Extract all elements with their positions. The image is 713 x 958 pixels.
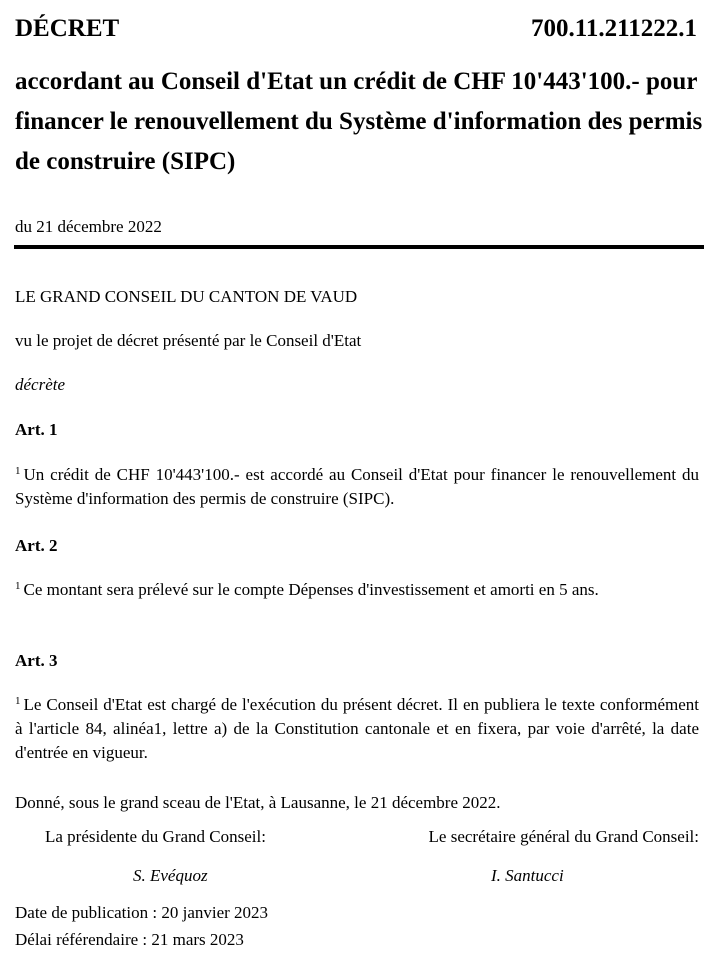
article-2-text <box>15 578 699 602</box>
right-signatory-role: Le secrétaire général du Grand Conseil: <box>428 827 699 846</box>
article-1-heading: Art. 1 <box>15 420 58 439</box>
article-3-text <box>15 693 699 765</box>
article-2-heading: Art. 2 <box>15 536 58 555</box>
article-1-body: Un crédit de CHF 10'443'100.- est accordé au Conseil d'Etat pour financer le renouvellement du Système d'information des permis de construire (SIPC). <box>15 465 699 508</box>
decree-title: accordant au Conseil d'Etat un crédit de CHF 10'443'100.- pour financer le renouvellement du Système d'information des permis de construire (SIPC) <box>15 68 703 175</box>
alinea-number: 1 <box>15 695 21 707</box>
left-signatory-role: La présidente du Grand Conseil: <box>45 827 266 846</box>
article-3-body: Le Conseil d'Etat est chargé de l'exécution du présent décret. Il en publiera le texte conformément à l'article 84, alinéa1, lettre a) de la Constitution cantonale et en fixera, par voie d'arrêté, la date d'entrée en vigueur. <box>15 695 699 762</box>
left-signatory-name: S. Evéquoz <box>133 866 208 885</box>
alinea-number: 1 <box>15 580 21 592</box>
issuing-authority: LE GRAND CONSEIL DU CANTON DE VAUD <box>15 287 358 306</box>
alinea-number: 1 <box>15 465 21 477</box>
right-signatory-name: I. Santucci <box>491 866 564 885</box>
article-2-body: Ce montant sera prélevé sur le compte Dépenses d'investissement et amorti en 5 ans. <box>23 580 599 599</box>
document-type: DÉCRET <box>15 15 120 42</box>
article-1-text <box>15 463 699 511</box>
decision-verb: décrète <box>15 375 66 394</box>
referendum-deadline: Délai référendaire : 21 mars 2023 <box>15 930 244 949</box>
document-number: 700.11.211222.1 <box>531 15 697 42</box>
article-3-heading: Art. 3 <box>15 651 58 670</box>
given-statement: Donné, sous le grand sceau de l'Etat, à Lausanne, le 21 décembre 2022. <box>15 793 501 812</box>
decree-date: du 21 décembre 2022 <box>15 217 162 236</box>
considerant: vu le projet de décret présenté par le Conseil d'Etat <box>15 331 362 350</box>
title-divider <box>14 245 704 249</box>
publication-date: Date de publication : 20 janvier 2023 <box>15 903 269 922</box>
